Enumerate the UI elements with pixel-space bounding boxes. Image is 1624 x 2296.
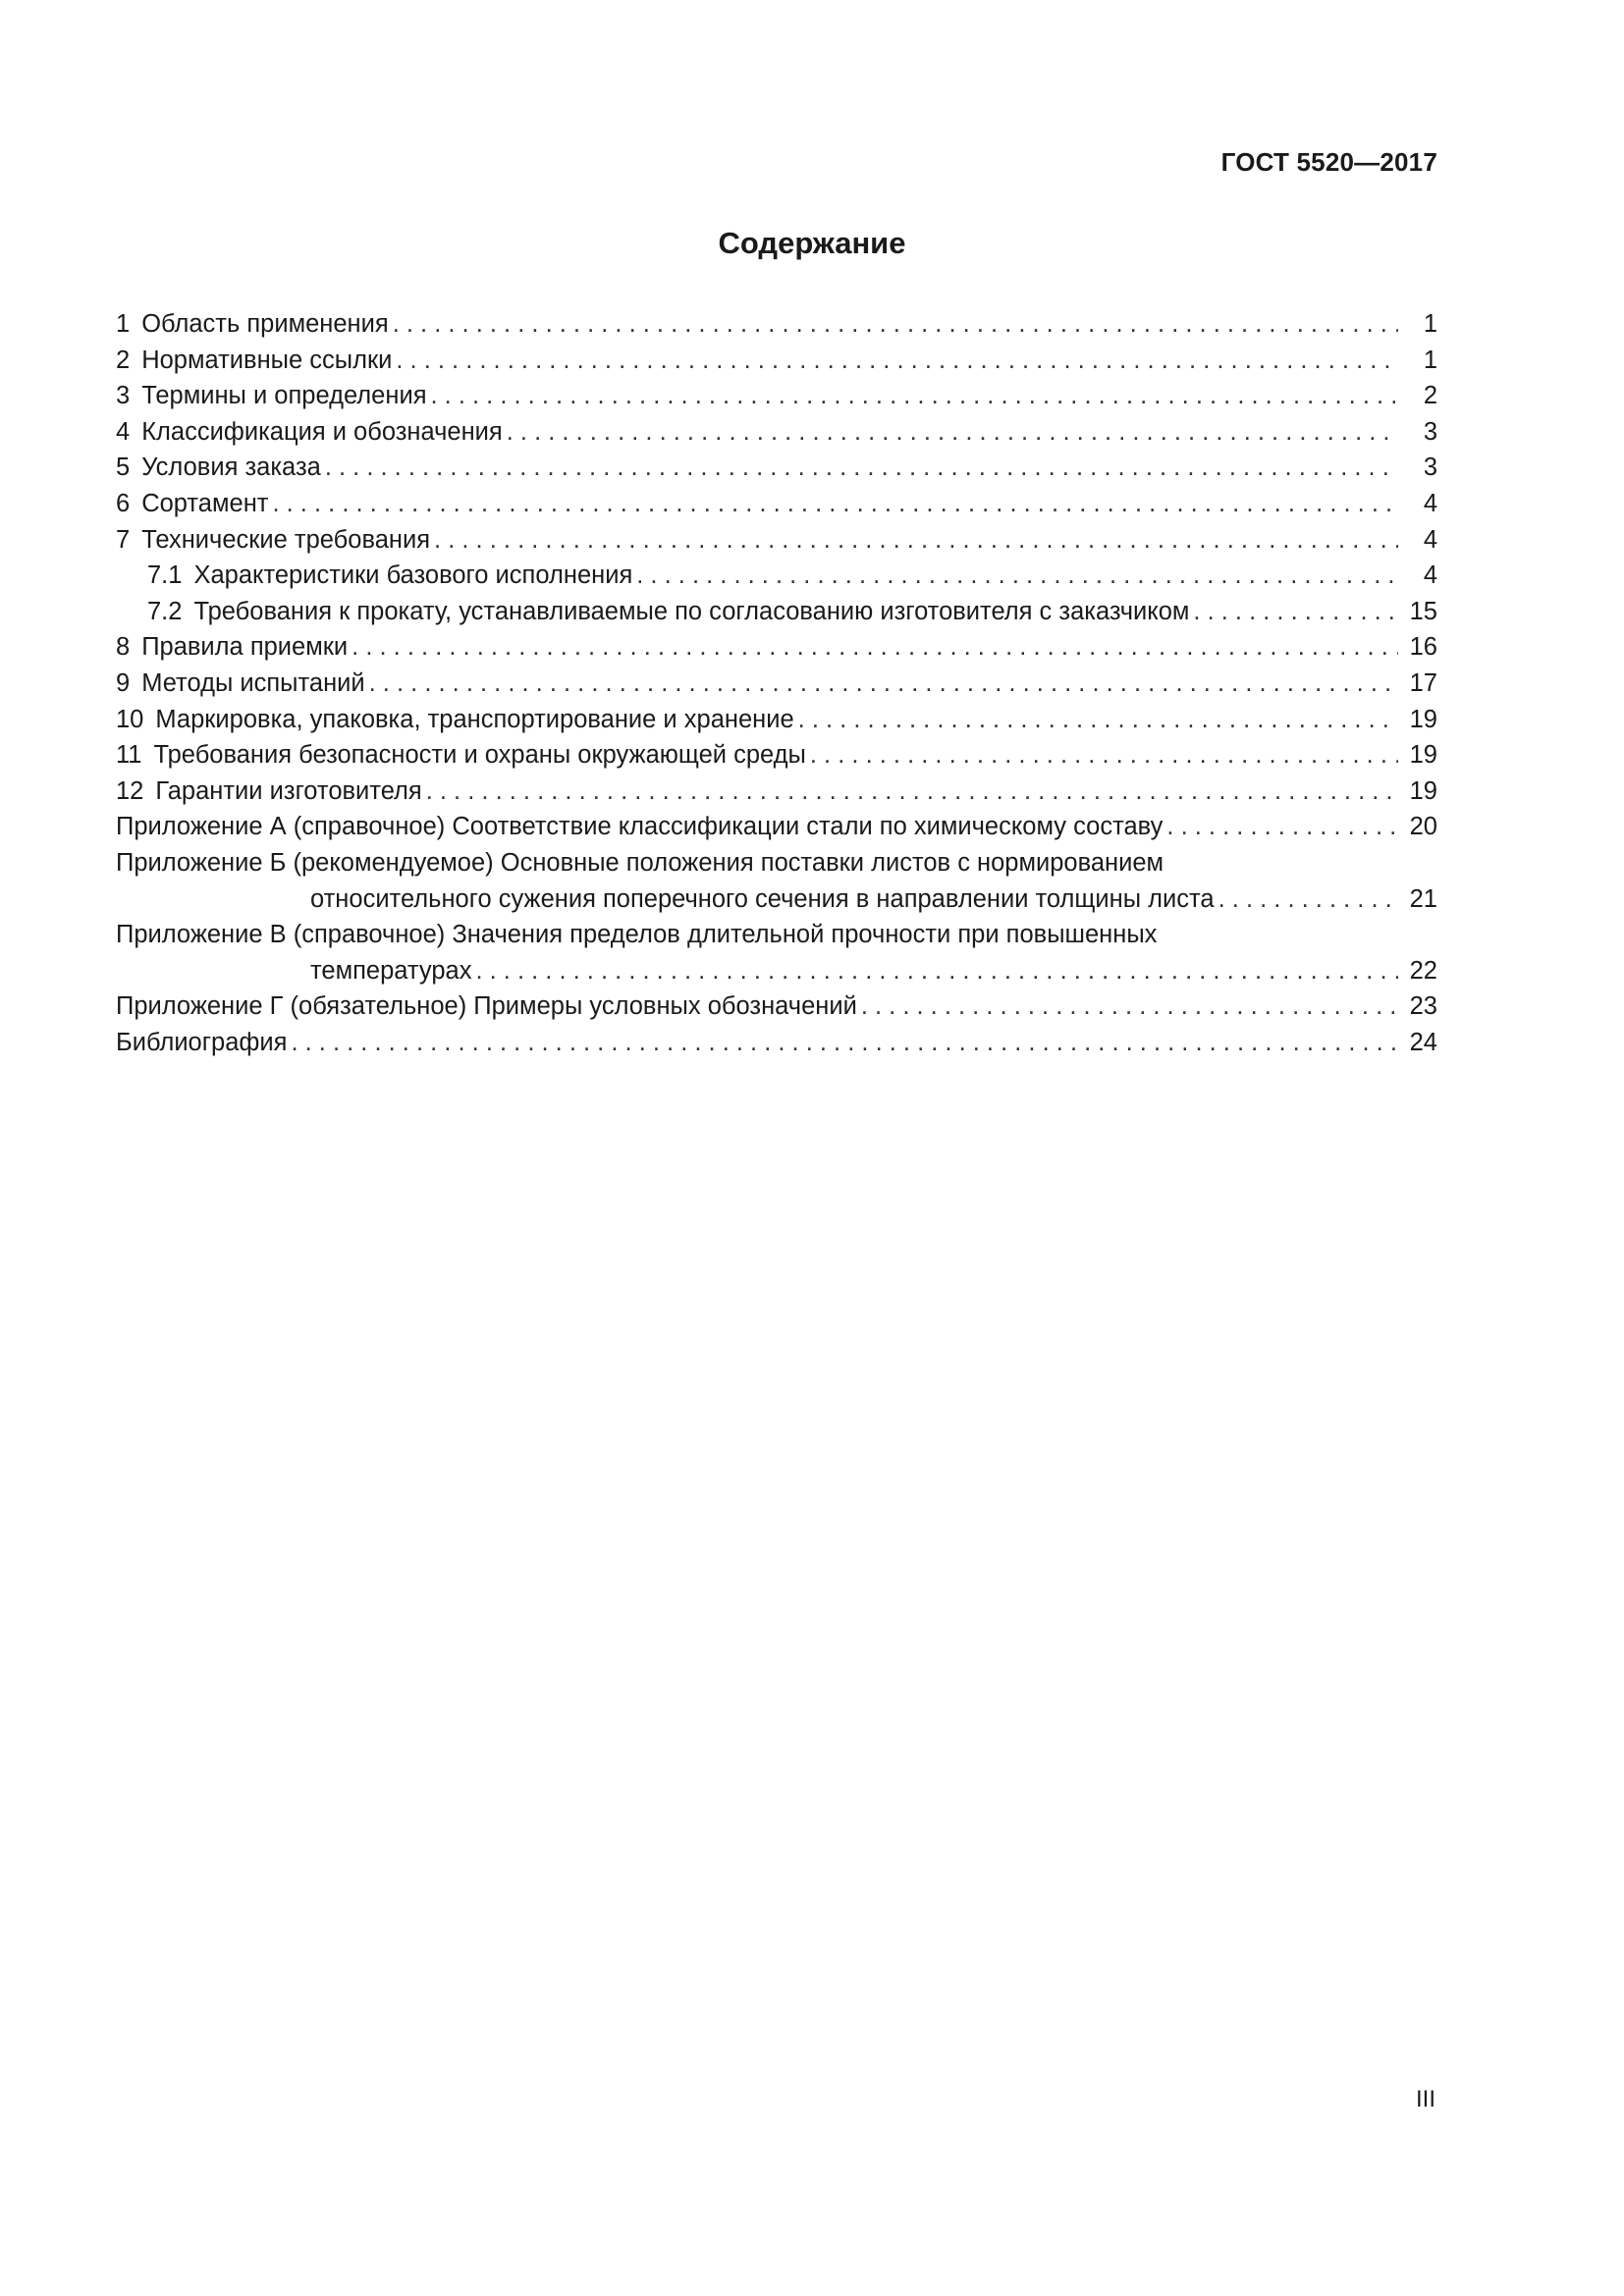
toc-entry-page: 15 xyxy=(1409,597,1437,625)
toc-entry-title: Правила приемки xyxy=(141,633,349,662)
toc-dot-leader xyxy=(291,1025,1398,1061)
toc-entry-2[interactable] xyxy=(116,343,1437,379)
toc-entry-page: 1 xyxy=(1423,346,1437,374)
toc-entry-title: Технические требования xyxy=(141,525,431,554)
toc-entry-title: Характеристики базового исполнения xyxy=(193,561,633,590)
toc-entry-title: Требования безопасности и охраны окружающей среды xyxy=(153,741,806,770)
toc-entry-title: Приложение А (справочное) Соответствие классификации стали по химическому составу xyxy=(116,813,1164,841)
toc-dot-leader xyxy=(325,450,1398,486)
toc-entry-title: Область применения xyxy=(141,310,389,338)
toc-entry-appendix-b-continuation[interactable] xyxy=(116,881,1437,918)
toc-entry-5[interactable] xyxy=(116,450,1437,486)
toc-entry-title: Маркировка, упаковка, транспортирование и хранение xyxy=(155,705,794,733)
toc-entry-bibliography[interactable] xyxy=(116,1025,1437,1061)
toc-entry-appendix-a[interactable] xyxy=(116,809,1437,845)
toc-entry-title: Библиография xyxy=(116,1028,288,1056)
toc-entry-page: 2 xyxy=(1423,382,1437,410)
toc-entry-4[interactable] xyxy=(116,414,1437,451)
toc-entry-page: 17 xyxy=(1409,668,1437,697)
toc-entry-appendix-b[interactable] xyxy=(116,845,1437,881)
toc-dot-leader xyxy=(396,343,1398,379)
toc-entry-9[interactable] xyxy=(116,666,1437,702)
toc-entry-number: 7 xyxy=(116,525,131,554)
toc-dot-leader xyxy=(798,702,1398,738)
toc-dot-leader xyxy=(426,774,1398,810)
toc-entry-page: 4 xyxy=(1423,561,1437,590)
table-of-contents xyxy=(116,306,1437,1060)
toc-entry-7[interactable] xyxy=(116,522,1437,559)
toc-entry-title: Нормативные ссылки xyxy=(141,346,393,374)
toc-entry-page: 19 xyxy=(1409,705,1437,733)
toc-entry-number: 6 xyxy=(116,489,131,517)
toc-entry-page: 4 xyxy=(1423,525,1437,554)
toc-dot-leader xyxy=(1193,594,1398,630)
toc-entry-title: Приложение Г (обязательное) Примеры условных обозначений xyxy=(116,992,857,1021)
toc-dot-leader xyxy=(810,737,1398,774)
toc-entry-page: 3 xyxy=(1423,417,1437,446)
toc-entry-page: 19 xyxy=(1409,741,1437,770)
toc-dot-leader xyxy=(352,629,1398,666)
toc-entry-3[interactable] xyxy=(116,378,1437,414)
toc-entry-7-2[interactable] xyxy=(116,594,1437,630)
toc-entry-12[interactable] xyxy=(116,774,1437,810)
toc-dot-leader xyxy=(272,486,1398,522)
toc-entry-title: Приложение В (справочное) Значения пределов длительной прочности при повышенных xyxy=(116,921,1158,949)
toc-entry-number: 3 xyxy=(116,382,131,410)
toc-entry-title: Термины и определения xyxy=(141,382,427,410)
toc-entry-page: 21 xyxy=(1409,884,1437,913)
toc-entry-title: Гарантии изготовителя xyxy=(155,776,422,805)
toc-entry-10[interactable] xyxy=(116,702,1437,738)
toc-entry-page: 16 xyxy=(1409,633,1437,662)
toc-entry-number: 5 xyxy=(116,454,131,482)
toc-entry-page: 20 xyxy=(1409,813,1437,841)
toc-entry-number: 11 xyxy=(116,741,142,770)
toc-entry-number: 10 xyxy=(116,705,144,733)
toc-entry-8[interactable] xyxy=(116,629,1437,666)
page-number: III xyxy=(1415,2086,1435,2112)
toc-entry-title: Приложение Б (рекомендуемое) Основные положения поставки листов с нормированием xyxy=(116,848,1164,877)
toc-dot-leader xyxy=(636,558,1398,594)
toc-entry-appendix-v[interactable] xyxy=(116,917,1437,953)
toc-entry-page: 4 xyxy=(1423,489,1437,517)
toc-entry-number: 4 xyxy=(116,417,131,446)
toc-dot-leader xyxy=(507,414,1398,451)
toc-dot-leader xyxy=(861,988,1398,1025)
toc-dot-leader xyxy=(393,306,1398,343)
toc-entry-title: Классификация и обозначения xyxy=(141,417,503,446)
toc-entry-6[interactable] xyxy=(116,486,1437,522)
toc-entry-11[interactable] xyxy=(116,737,1437,774)
toc-entry-page: 19 xyxy=(1409,776,1437,805)
toc-entry-page: 23 xyxy=(1409,992,1437,1021)
toc-entry-number: 12 xyxy=(116,776,144,805)
toc-entry-page: 22 xyxy=(1409,956,1437,985)
toc-entry-title: Условия заказа xyxy=(141,454,321,482)
toc-entry-title: Требования к прокату, устанавливаемые по согласованию изготовителя с заказчиком xyxy=(193,597,1190,625)
toc-entry-1[interactable] xyxy=(116,306,1437,343)
toc-dot-leader xyxy=(1166,809,1398,845)
document-code: ГОСТ 5520—2017 xyxy=(1220,147,1437,177)
toc-entry-appendix-g[interactable] xyxy=(116,988,1437,1025)
toc-entry-title: Сортамент xyxy=(141,489,269,517)
toc-entry-page: 3 xyxy=(1423,454,1437,482)
toc-entry-title-continuation: температурах xyxy=(310,956,472,985)
toc-dot-leader xyxy=(431,378,1399,414)
toc-entry-number: 7.1 xyxy=(147,561,183,590)
toc-dot-leader xyxy=(1218,881,1398,918)
toc-entry-7-1[interactable] xyxy=(116,558,1437,594)
toc-dot-leader xyxy=(434,522,1398,559)
toc-entry-page: 24 xyxy=(1409,1028,1437,1056)
toc-entry-title-continuation: относительного сужения поперечного сечения в направлении толщины листа xyxy=(310,884,1215,913)
toc-entry-number: 9 xyxy=(116,668,131,697)
toc-entry-page: 1 xyxy=(1423,310,1437,338)
toc-entry-number: 1 xyxy=(116,310,131,338)
toc-dot-leader xyxy=(475,953,1398,989)
toc-entry-number: 8 xyxy=(116,633,131,662)
toc-entry-appendix-v-continuation[interactable] xyxy=(116,953,1437,989)
toc-entry-title: Методы испытаний xyxy=(141,668,365,697)
page-title: Содержание xyxy=(718,226,906,260)
toc-entry-number: 7.2 xyxy=(147,597,183,625)
toc-entry-number: 2 xyxy=(116,346,131,374)
toc-dot-leader xyxy=(369,666,1398,702)
